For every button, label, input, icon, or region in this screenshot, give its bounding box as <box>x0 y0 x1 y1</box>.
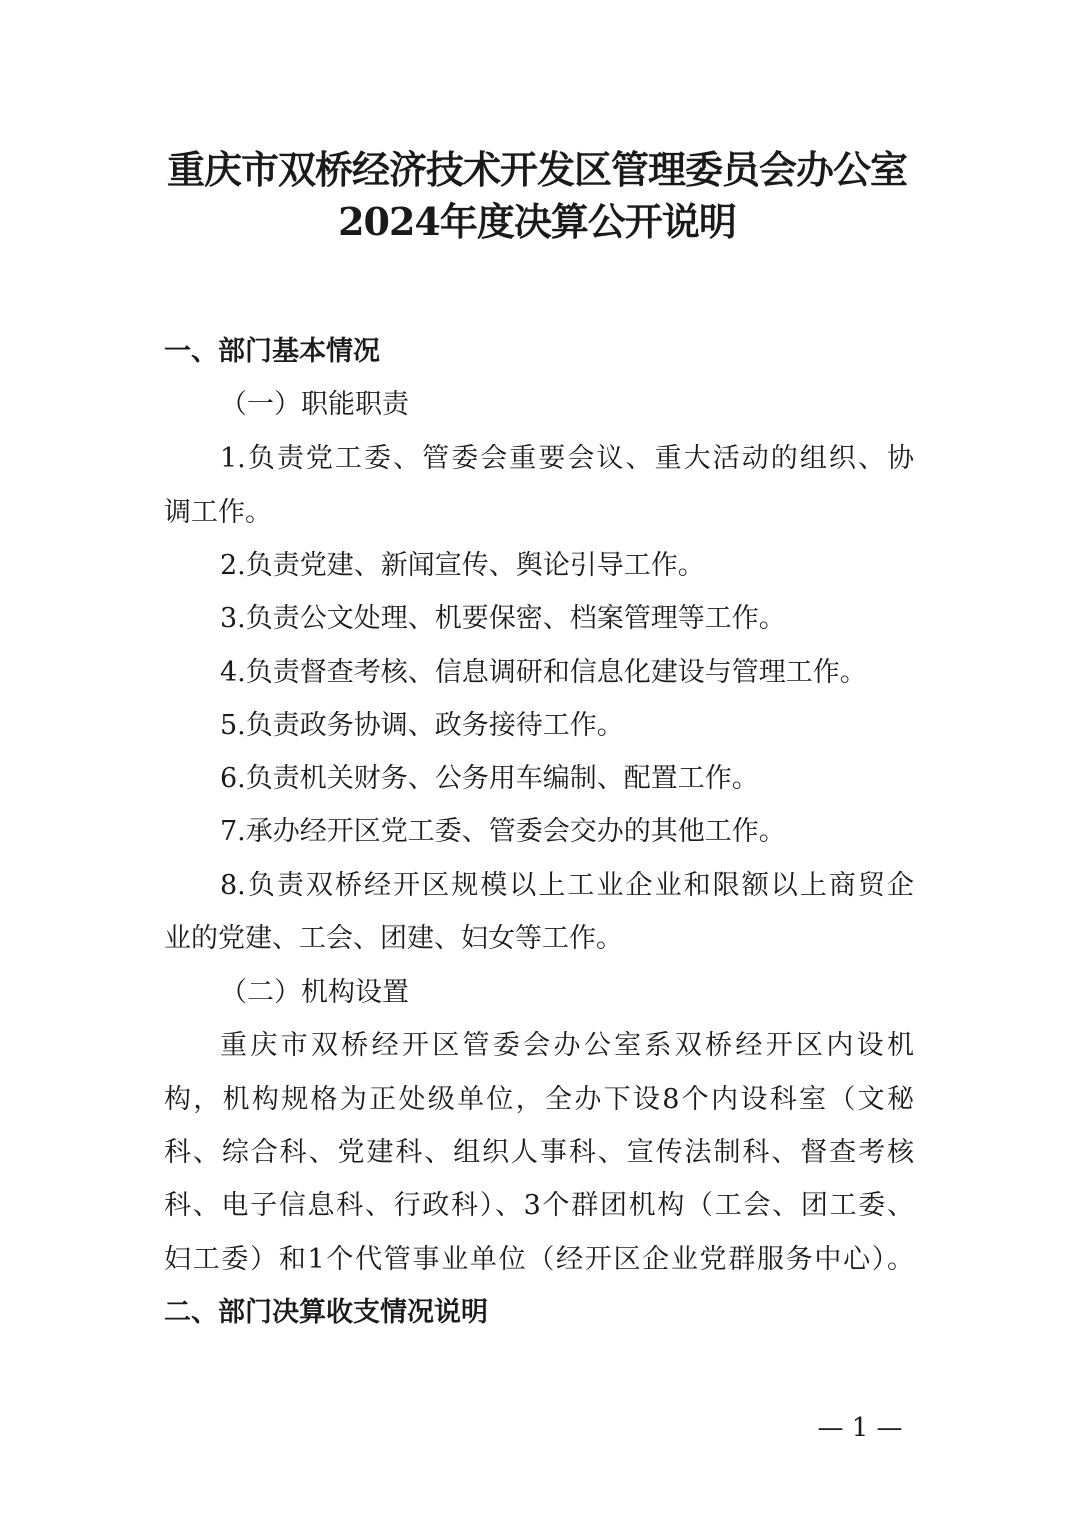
duty1-line2: 调工作。 <box>164 497 272 528</box>
duty6: 6.负责机关财务、公务用车编制、配置工作。 <box>220 763 759 794</box>
subsection2-heading: （二）机构设置 <box>220 977 409 1008</box>
duty2: 2.负责党建、新闻宣传、舆论引导工作。 <box>220 550 705 581</box>
duty4: 4.负责督查考核、信息调研和信息化建设与管理工作。 <box>220 657 867 688</box>
duty5: 5.负责政务协调、政务接待工作。 <box>220 710 624 741</box>
org-line3: 科、综合科、党建科、组织人事科、宣传法制科、督查考核 <box>164 1137 914 1168</box>
document-title-line1: 重庆市双桥经济技术开发区管理委员会办公室 <box>166 147 907 192</box>
duty7: 7.承办经开区党工委、管委会交办的其他工作。 <box>220 816 786 847</box>
section1-heading: 一、部门基本情况 <box>164 336 380 367</box>
duty8-line1: 8.负责双桥经开区规模以上工业企业和限额以上商贸企 <box>220 870 914 901</box>
page-number: — 1 — <box>817 1413 903 1443</box>
org-line5: 妇工委）和1个代管事业单位（经开区企业党群服务中心）。 <box>164 1244 914 1275</box>
org-line4: 科、电子信息科、行政科）、3个群团机构（工会、团工委、 <box>164 1190 914 1221</box>
document-title-line2: 2024年度决算公开说明 <box>338 199 736 244</box>
org-line2: 构，机构规格为正处级单位，全办下设8个内设科室（文秘 <box>164 1084 914 1115</box>
subsection1-heading: （一）职能职责 <box>220 389 409 420</box>
duty8-line2: 业的党建、工会、团建、妇女等工作。 <box>164 923 623 954</box>
section2-heading: 二、部门决算收支情况说明 <box>164 1297 488 1328</box>
duty3: 3.负责公文处理、机要保密、档案管理等工作。 <box>220 603 786 634</box>
duty1-line1: 1.负责党工委、管委会重要会议、重大活动的组织、协 <box>220 443 914 474</box>
org-line1: 重庆市双桥经开区管委会办公室系双桥经开区内设机 <box>220 1030 914 1061</box>
